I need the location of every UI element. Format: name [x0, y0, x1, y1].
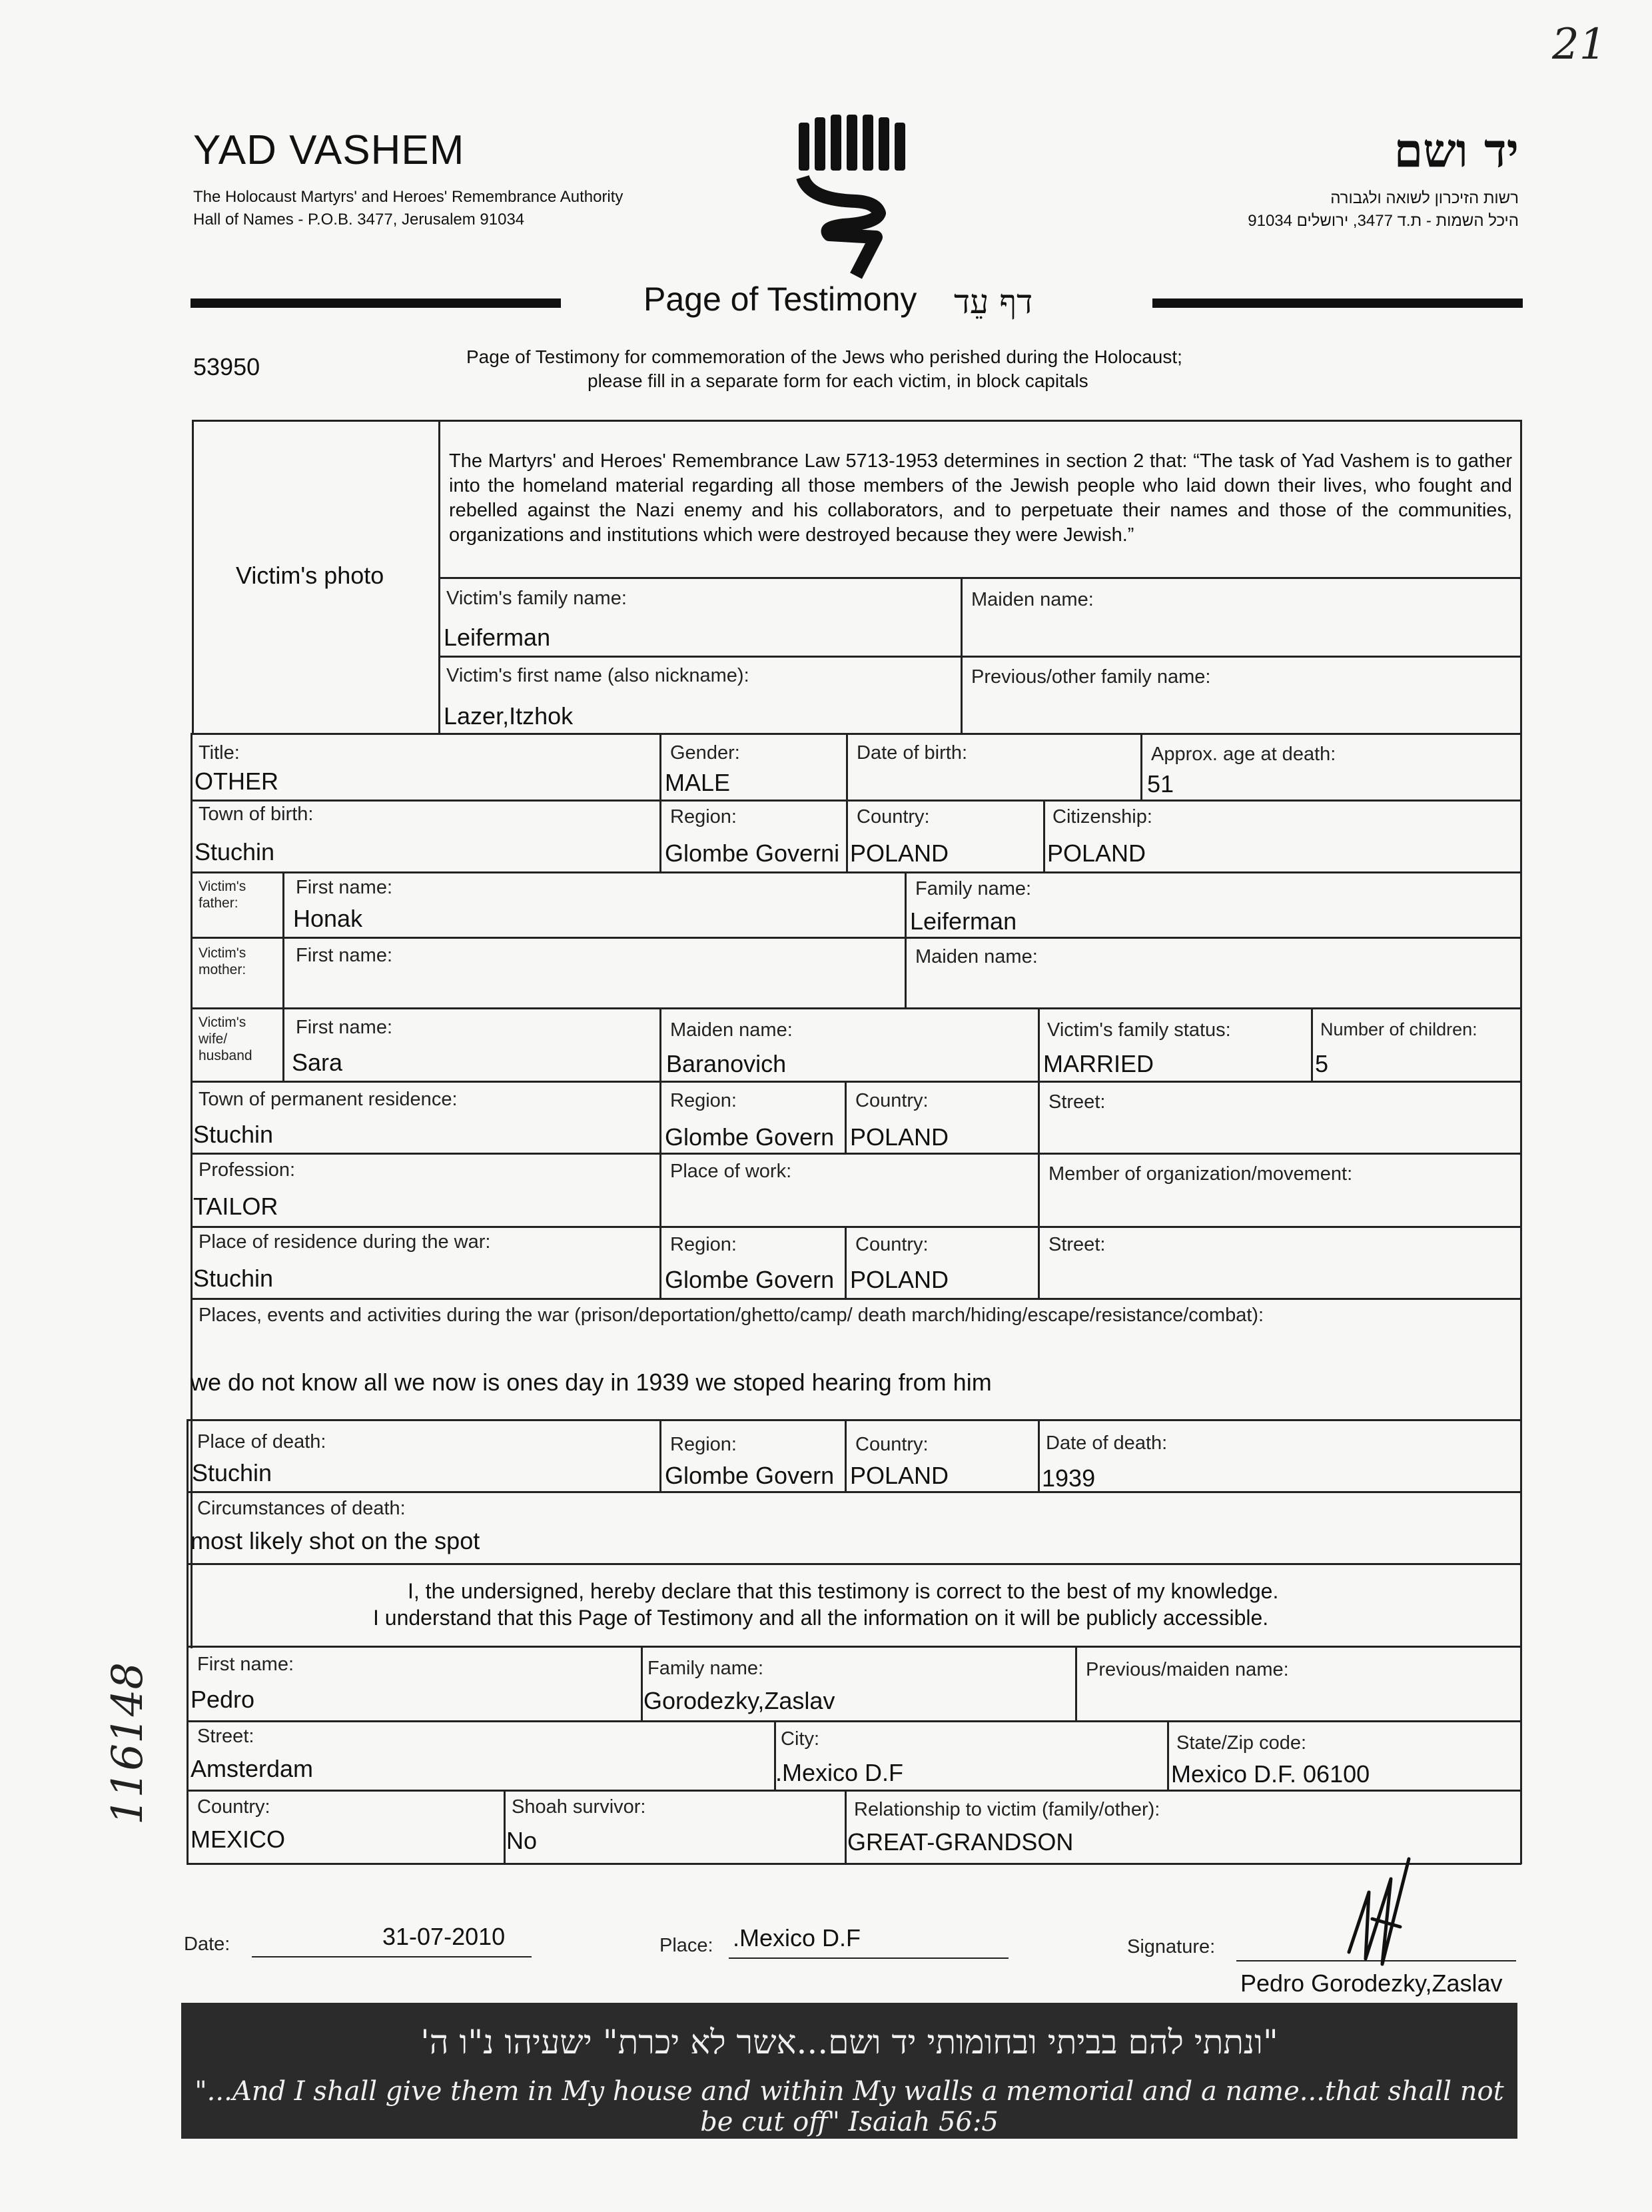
label-sub-street: Street: [197, 1726, 254, 1747]
label-age: Approx. age at death: [1151, 744, 1336, 765]
label-workplace: Place of work: [670, 1161, 792, 1182]
instruction-1: Page of Testimony for commemoration of the Jews who perished during the Holocaust; [466, 346, 1182, 367]
submitter-street[interactable]: Amsterdam [191, 1755, 314, 1782]
victim-date-death[interactable]: 1939 [1042, 1464, 1096, 1492]
label-spouse-maiden: Maiden name: [670, 1019, 793, 1041]
title-rule-right [1152, 298, 1523, 308]
victim-first-name[interactable]: Lazer,Itzhok [444, 702, 574, 730]
victim-citizenship[interactable]: POLAND [1047, 839, 1146, 867]
org-subtitle-1: The Holocaust Martyrs' and Heroes' Remembrance Authority [193, 188, 623, 206]
victim-children[interactable]: 5 [1315, 1050, 1329, 1077]
victim-war-places[interactable]: we do not know all we now is ones day in 1939 we stoped hearing from him [191, 1369, 992, 1396]
signature-name: Pedro Gorodezky,Zaslav [1240, 1969, 1503, 1997]
label-sub-city: City: [781, 1728, 819, 1750]
declaration-line-1: I, the undersigned, hereby declare that this testimony is correct to the best of my knowledge. [408, 1579, 1279, 1603]
label-shoah-survivor: Shoah survivor: [512, 1796, 646, 1818]
org-he-subtitle-1: רשות הזיכרון לשואה ולגבורה [1330, 189, 1519, 207]
submitter-state-zip[interactable]: Mexico D.F. 06100 [1171, 1760, 1370, 1788]
submitter-relationship[interactable]: GREAT-GRANDSON [847, 1828, 1074, 1856]
submitter-city[interactable]: .Mexico D.F [775, 1759, 904, 1786]
label-war-residence: Place of residence during the war: [199, 1231, 491, 1253]
page-number: 21 [1552, 20, 1607, 69]
victim-war-country[interactable]: POLAND [850, 1266, 949, 1293]
date-underline [252, 1956, 532, 1957]
photo-label: Victim's photo [236, 562, 384, 589]
label-father-first: First name: [296, 877, 393, 898]
label-res-street: Street: [1048, 1091, 1106, 1113]
victim-profession[interactable]: TAILOR [193, 1193, 278, 1220]
label-place-death: Place of death: [197, 1431, 326, 1452]
law-text: The Martyrs' and Heroes' Remembrance Law 5713-1953 determines in section 2 that: “The task of Yad Vashem is to gather into the homeland material regarding all those members of the Jewish people who laid down their lives, who fought and rebelled against the Nazi enemy and his collaborators, and to perpetuate their names and those of the communities, organizations and institutions which were destroyed because they were Jewish.” [449, 450, 1512, 546]
victim-town-birth[interactable]: Stuchin [195, 838, 275, 865]
submitter-date[interactable]: 31-07-2010 [382, 1923, 506, 1950]
submitter-country[interactable]: MEXICO [191, 1826, 286, 1853]
banner-hebrew: "ונתתי להם בביתי ובחומותי יד ושם...אשר לא יכרת" ישעיהו נ"ו ה' [420, 2023, 1278, 2061]
label-children: Number of children: [1320, 1019, 1477, 1039]
victim-family-status[interactable]: MARRIED [1043, 1050, 1154, 1077]
label-sub-prev-maiden: Previous/maiden name: [1086, 1659, 1289, 1680]
label-sub-first: First name: [197, 1654, 294, 1675]
victim-title[interactable]: OTHER [195, 768, 278, 795]
label-mother: Victim's mother: [199, 945, 246, 977]
label-circumstances: Circumstances of death: [197, 1498, 406, 1519]
label-first-name-nick: Victim's first name (also nickname): [446, 665, 749, 686]
victim-war-region[interactable]: Glombe Govern [665, 1266, 835, 1293]
submitter-family-name[interactable]: Gorodezky,Zaslav [643, 1687, 835, 1714]
label-birth-country: Country: [857, 806, 930, 828]
victim-place-death[interactable]: Stuchin [192, 1459, 272, 1486]
label-death-region: Region: [670, 1434, 737, 1455]
org-title-he: יד ושם [1394, 123, 1519, 178]
label-citizenship: Citizenship: [1052, 806, 1152, 828]
label-res-region: Region: [670, 1090, 737, 1111]
declaration-line-2: I understand that this Page of Testimony and all the information on it will be publicly accessible. [373, 1606, 1269, 1630]
victim-res-country[interactable]: POLAND [850, 1123, 949, 1151]
label-birth-region: Region: [670, 806, 737, 828]
label-relationship: Relationship to victim (family/other): [854, 1799, 1160, 1820]
label-father: Victim's father: [199, 879, 246, 911]
victim-war-residence[interactable]: Stuchin [193, 1265, 274, 1292]
side-note: 116148 [103, 1662, 153, 1826]
quote-banner [181, 2003, 1517, 2139]
victim-birth-country[interactable]: POLAND [850, 839, 949, 867]
father-first-name[interactable]: Honak [293, 905, 363, 932]
label-war-places: Places, events and activities during the war (prison/deportation/ghetto/camp/ death march/hiding/escape/resistance/combat): [199, 1305, 1264, 1326]
label-maiden-name: Maiden name: [971, 589, 1094, 610]
victim-gender[interactable]: MALE [665, 769, 731, 796]
label-profession: Profession: [199, 1159, 296, 1181]
label-gender: Gender: [670, 742, 740, 764]
label-date-death: Date of death: [1046, 1432, 1168, 1454]
label-res-country: Country: [855, 1090, 929, 1111]
label-mother-maiden: Maiden name: [915, 946, 1038, 967]
form-title: Page of Testimony [643, 280, 917, 318]
victim-circumstances[interactable]: most likely shot on the spot [191, 1527, 480, 1554]
label-signature: Signature: [1127, 1936, 1216, 1957]
victim-residence[interactable]: Stuchin [193, 1121, 274, 1148]
victim-death-country[interactable]: POLAND [850, 1462, 949, 1489]
label-death-country: Country: [855, 1434, 929, 1455]
label-family-status: Victim's family status: [1047, 1019, 1231, 1041]
menorah-logo [796, 113, 906, 280]
place-underline [729, 1957, 1009, 1959]
label-war-street: Street: [1048, 1234, 1106, 1255]
label-title: Title: [199, 742, 240, 764]
father-family-name[interactable]: Leiferman [910, 907, 1017, 935]
submitter-place[interactable]: .Mexico D.F [733, 1924, 861, 1951]
label-member-org: Member of organization/movement: [1048, 1163, 1353, 1185]
submitter-shoah-survivor[interactable]: No [506, 1827, 538, 1854]
label-sub-country: Country: [197, 1796, 270, 1818]
victim-family-name[interactable]: Leiferman [444, 624, 551, 651]
victim-res-region[interactable]: Glombe Govern [665, 1123, 835, 1151]
label-residence: Town of permanent residence: [199, 1089, 458, 1110]
label-mother-first: First name: [296, 945, 393, 966]
label-war-country: Country: [855, 1234, 929, 1255]
label-war-region: Region: [670, 1234, 737, 1255]
label-spouse-first: First name: [296, 1017, 393, 1038]
victim-birth-region[interactable]: Glombe Governi [665, 839, 840, 867]
label-town-birth: Town of birth: [199, 804, 314, 825]
label-father-family: Family name: [915, 878, 1032, 899]
org-subtitle-2: Hall of Names - P.O.B. 3477, Jerusalem 91034 [193, 211, 525, 229]
org-he-subtitle-2: היכל השמות - ת.ד 3477, ירושלים 91034 [1248, 212, 1519, 230]
form-title-he: דף עֵד [954, 282, 1033, 321]
label-family-name: Victim's family name: [446, 588, 627, 609]
label-place: Place: [659, 1935, 713, 1956]
label-dob: Date of birth: [857, 742, 968, 764]
submitter-first-name[interactable]: Pedro [191, 1686, 255, 1713]
spouse-maiden-name[interactable]: Baranovich [666, 1050, 787, 1077]
banner-english: "...And I shall give them in My house and within My walls a memorial and a name...that shall not be cut off" Isaiah 56:5 [195, 2076, 1504, 2137]
title-rule-left [191, 298, 561, 308]
label-sub-family: Family name: [647, 1658, 764, 1679]
instruction-2: please fill in a separate form for each victim, in block capitals [588, 370, 1088, 391]
spouse-first-name[interactable]: Sara [292, 1049, 343, 1076]
org-title-en: YAD VASHEM [193, 127, 465, 173]
label-prev-family: Previous/other family name: [971, 666, 1211, 688]
label-sub-state-zip: State/Zip code: [1176, 1732, 1307, 1754]
form-number: 53950 [193, 353, 260, 380]
label-date: Date: [184, 1934, 230, 1955]
label-spouse: Victim's wife/ husband [199, 1015, 252, 1063]
signature-scribble [1339, 1852, 1419, 1972]
victim-age[interactable]: 51 [1147, 770, 1174, 798]
victim-death-region[interactable]: Glombe Govern [665, 1462, 835, 1489]
